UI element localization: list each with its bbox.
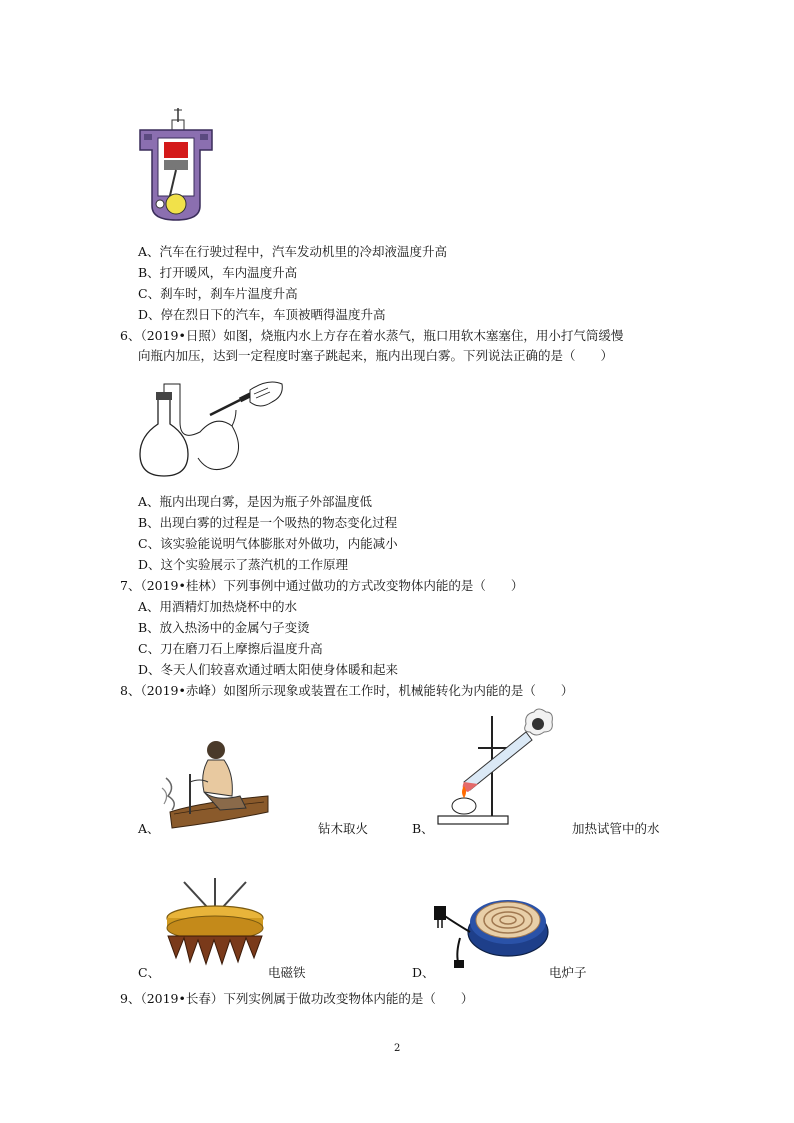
- heating-test-tube-figure: [434, 708, 554, 830]
- electric-stove-figure: [430, 880, 552, 972]
- q5-option-d: D、停在烈日下的汽车，车顶被晒得温度升高: [138, 307, 386, 322]
- q6-option-c: C、该实验能说明气体膨胀对外做功，内能减小: [138, 536, 398, 551]
- q7-option-c: C、刀在磨刀石上摩擦后温度升高: [138, 641, 323, 656]
- engine-cylinder-figure: [136, 108, 216, 230]
- q6-option-d: D、这个实验展示了蒸汽机的工作原理: [138, 557, 349, 572]
- electromagnet-figure: [160, 878, 270, 968]
- q7-stem: 7、（2019•桂林）下列事例中通过做功的方式改变物体内能的是（ ）: [120, 578, 524, 593]
- q7-option-d: D、冬天人们较喜欢通过晒太阳使身体暖和起来: [138, 662, 399, 677]
- q8-option-d-caption: 电炉子: [549, 965, 587, 980]
- q5-option-a: A、汽车在行驶过程中，汽车发动机里的冷却液温度升高: [138, 244, 448, 259]
- q8-option-b-letter: B、: [412, 821, 434, 836]
- q7-option-b: B、放入热汤中的金属勺子变烫: [138, 620, 310, 635]
- q8-option-c-caption: 电磁铁: [268, 965, 306, 980]
- q6-option-a: A、瓶内出现白雾，是因为瓶子外部温度低: [138, 494, 373, 509]
- q7-option-a: A、用酒精灯加热烧杯中的水: [138, 599, 298, 614]
- drill-wood-fire-figure: [160, 738, 270, 830]
- q5-option-c: C、刹车时，刹车片温度升高: [138, 286, 298, 301]
- q8-option-c-letter: C、: [138, 965, 161, 980]
- flask-pump-figure: [136, 372, 286, 482]
- q8-option-a-caption: 钻木取火: [318, 821, 369, 836]
- q6-stem-line1: 6、（2019•日照）如图，烧瓶内水上方存在着水蒸气，瓶口用软木塞塞住，用小打气筒缓慢: [120, 328, 624, 343]
- page-number: 2: [394, 1043, 401, 1054]
- q6-stem-line2: 向瓶内加压，达到一定程度时塞子跳起来，瓶内出现白雾。下列说法正确的是（ ）: [138, 348, 614, 363]
- q8-option-d-letter: D、: [412, 965, 435, 980]
- q9-stem: 9、（2019•长春）下列实例属于做功改变物体内能的是（ ）: [120, 991, 474, 1006]
- q8-option-a-letter: A、: [138, 821, 160, 836]
- q8-option-b-caption: 加热试管中的水: [572, 821, 660, 836]
- q5-option-b: B、打开暖风，车内温度升高: [138, 265, 298, 280]
- q8-stem: 8、（2019•赤峰）如图所示现象或装置在工作时，机械能转化为内能的是（ ）: [120, 683, 574, 698]
- q6-option-b: B、出现白雾的过程是一个吸热的物态变化过程: [138, 515, 398, 530]
